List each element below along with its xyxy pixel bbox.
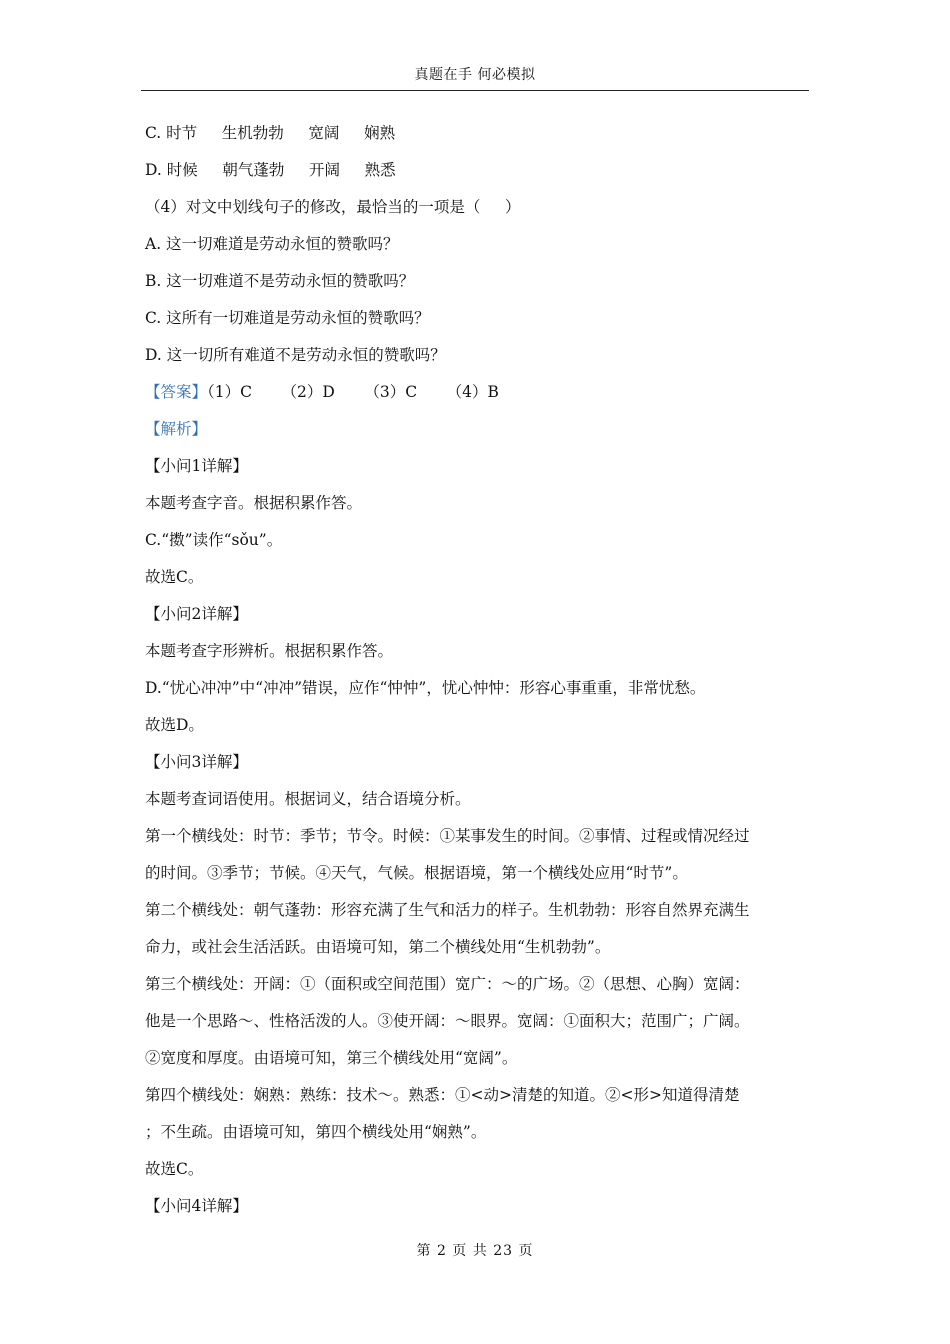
q1-heading: 【小问1详解】 (145, 457, 248, 475)
q3-blank1-line2: 的时间。③季节；节候。④天气，气候。根据语境，第一个横线处应用“时节”。 (145, 864, 688, 882)
q4-option-c: C. 这所有一切难道是劳动永恒的赞歌吗？ (145, 309, 430, 327)
q2-paragraph-1: 本题考查字形辨析。根据积累作答。 (145, 642, 394, 660)
q3-blank1-line1: 第一个横线处：时节：季节；节令。时候：①某事发生的时间。②事情、过程或情况经过 (145, 827, 750, 845)
q3-blank4-line1: 第四个横线处：娴熟：熟练：技术～。熟悉：①<动>清楚的知道。②<形>知道得清楚 (145, 1086, 740, 1104)
q3-blank3-line2: 他是一个思路～、性格活泼的人。③使开阔：～眼界。宽阔：①面积大；范围广；广阔。 (145, 1012, 750, 1030)
answer-label: 【答案】 (145, 383, 208, 401)
question-4: （4）对文中划线句子的修改，最恰当的一项是（ ） (145, 198, 521, 216)
q3-blank2-line1: 第二个横线处：朝气蓬勃：形容充满了生气和活力的样子。生机勃勃：形容自然界充满生 (145, 901, 750, 919)
option-d-line: D. 时候 朝气蓬勃 开阔 熟悉 (145, 161, 396, 179)
q4-option-d: D. 这一切所有难道不是劳动永恒的赞歌吗？ (145, 346, 446, 364)
page-footer: 第 2 页 共 23 页 (416, 1243, 534, 1259)
page-header: 真题在手 何必模拟 (141, 60, 809, 91)
q2-paragraph-2: D.“忧心冲冲”中“冲冲”错误，应作“忡忡”，忧心忡忡：形容心事重重，非常忧愁。 (145, 679, 706, 697)
q4-option-a: A. 这一切难道是劳动永恒的赞歌吗？ (145, 235, 399, 253)
q2-heading: 【小问2详解】 (145, 605, 248, 623)
q3-blank3-line3: ②宽度和厚度。由语境可知，第三个横线处用“宽阔”。 (145, 1049, 518, 1067)
q4-option-b: B. 这一切难道不是劳动永恒的赞歌吗？ (145, 272, 415, 290)
answer-text: （1）C （2）D （3）C （4）B (207, 383, 499, 401)
answer-line (145, 374, 805, 411)
q3-blank4-line2: ；不生疏。由语境可知，第四个横线处用“娴熟”。 (145, 1123, 487, 1141)
q4-heading: 【小问4详解】 (145, 1197, 248, 1215)
q1-paragraph-3: 故选C。 (145, 568, 204, 586)
q3-heading: 【小问3详解】 (145, 753, 248, 771)
analysis-label: 【解析】 (145, 420, 208, 438)
q1-paragraph-2: C.“擞”读作“sǒu”。 (145, 531, 283, 549)
q3-conclusion: 故选C。 (145, 1160, 204, 1178)
q1-paragraph-1: 本题考查字音。根据积累作答。 (145, 494, 363, 512)
q3-blank2-line2: 命力，或社会生活活跃。由语境可知，第二个横线处用“生机勃勃”。 (145, 938, 611, 956)
q2-paragraph-3: 故选D。 (145, 716, 204, 734)
document-body (145, 115, 805, 1225)
q3-paragraph-1: 本题考查词语使用。根据词义，结合语境分析。 (145, 790, 471, 808)
q3-blank3-line1: 第三个横线处：开阔：①（面积或空间范围）宽广：～的广场。②（思想、心胸）宽阔： (145, 975, 750, 993)
option-c-line: C. 时节 生机勃勃 宽阔 娴熟 (145, 124, 396, 142)
